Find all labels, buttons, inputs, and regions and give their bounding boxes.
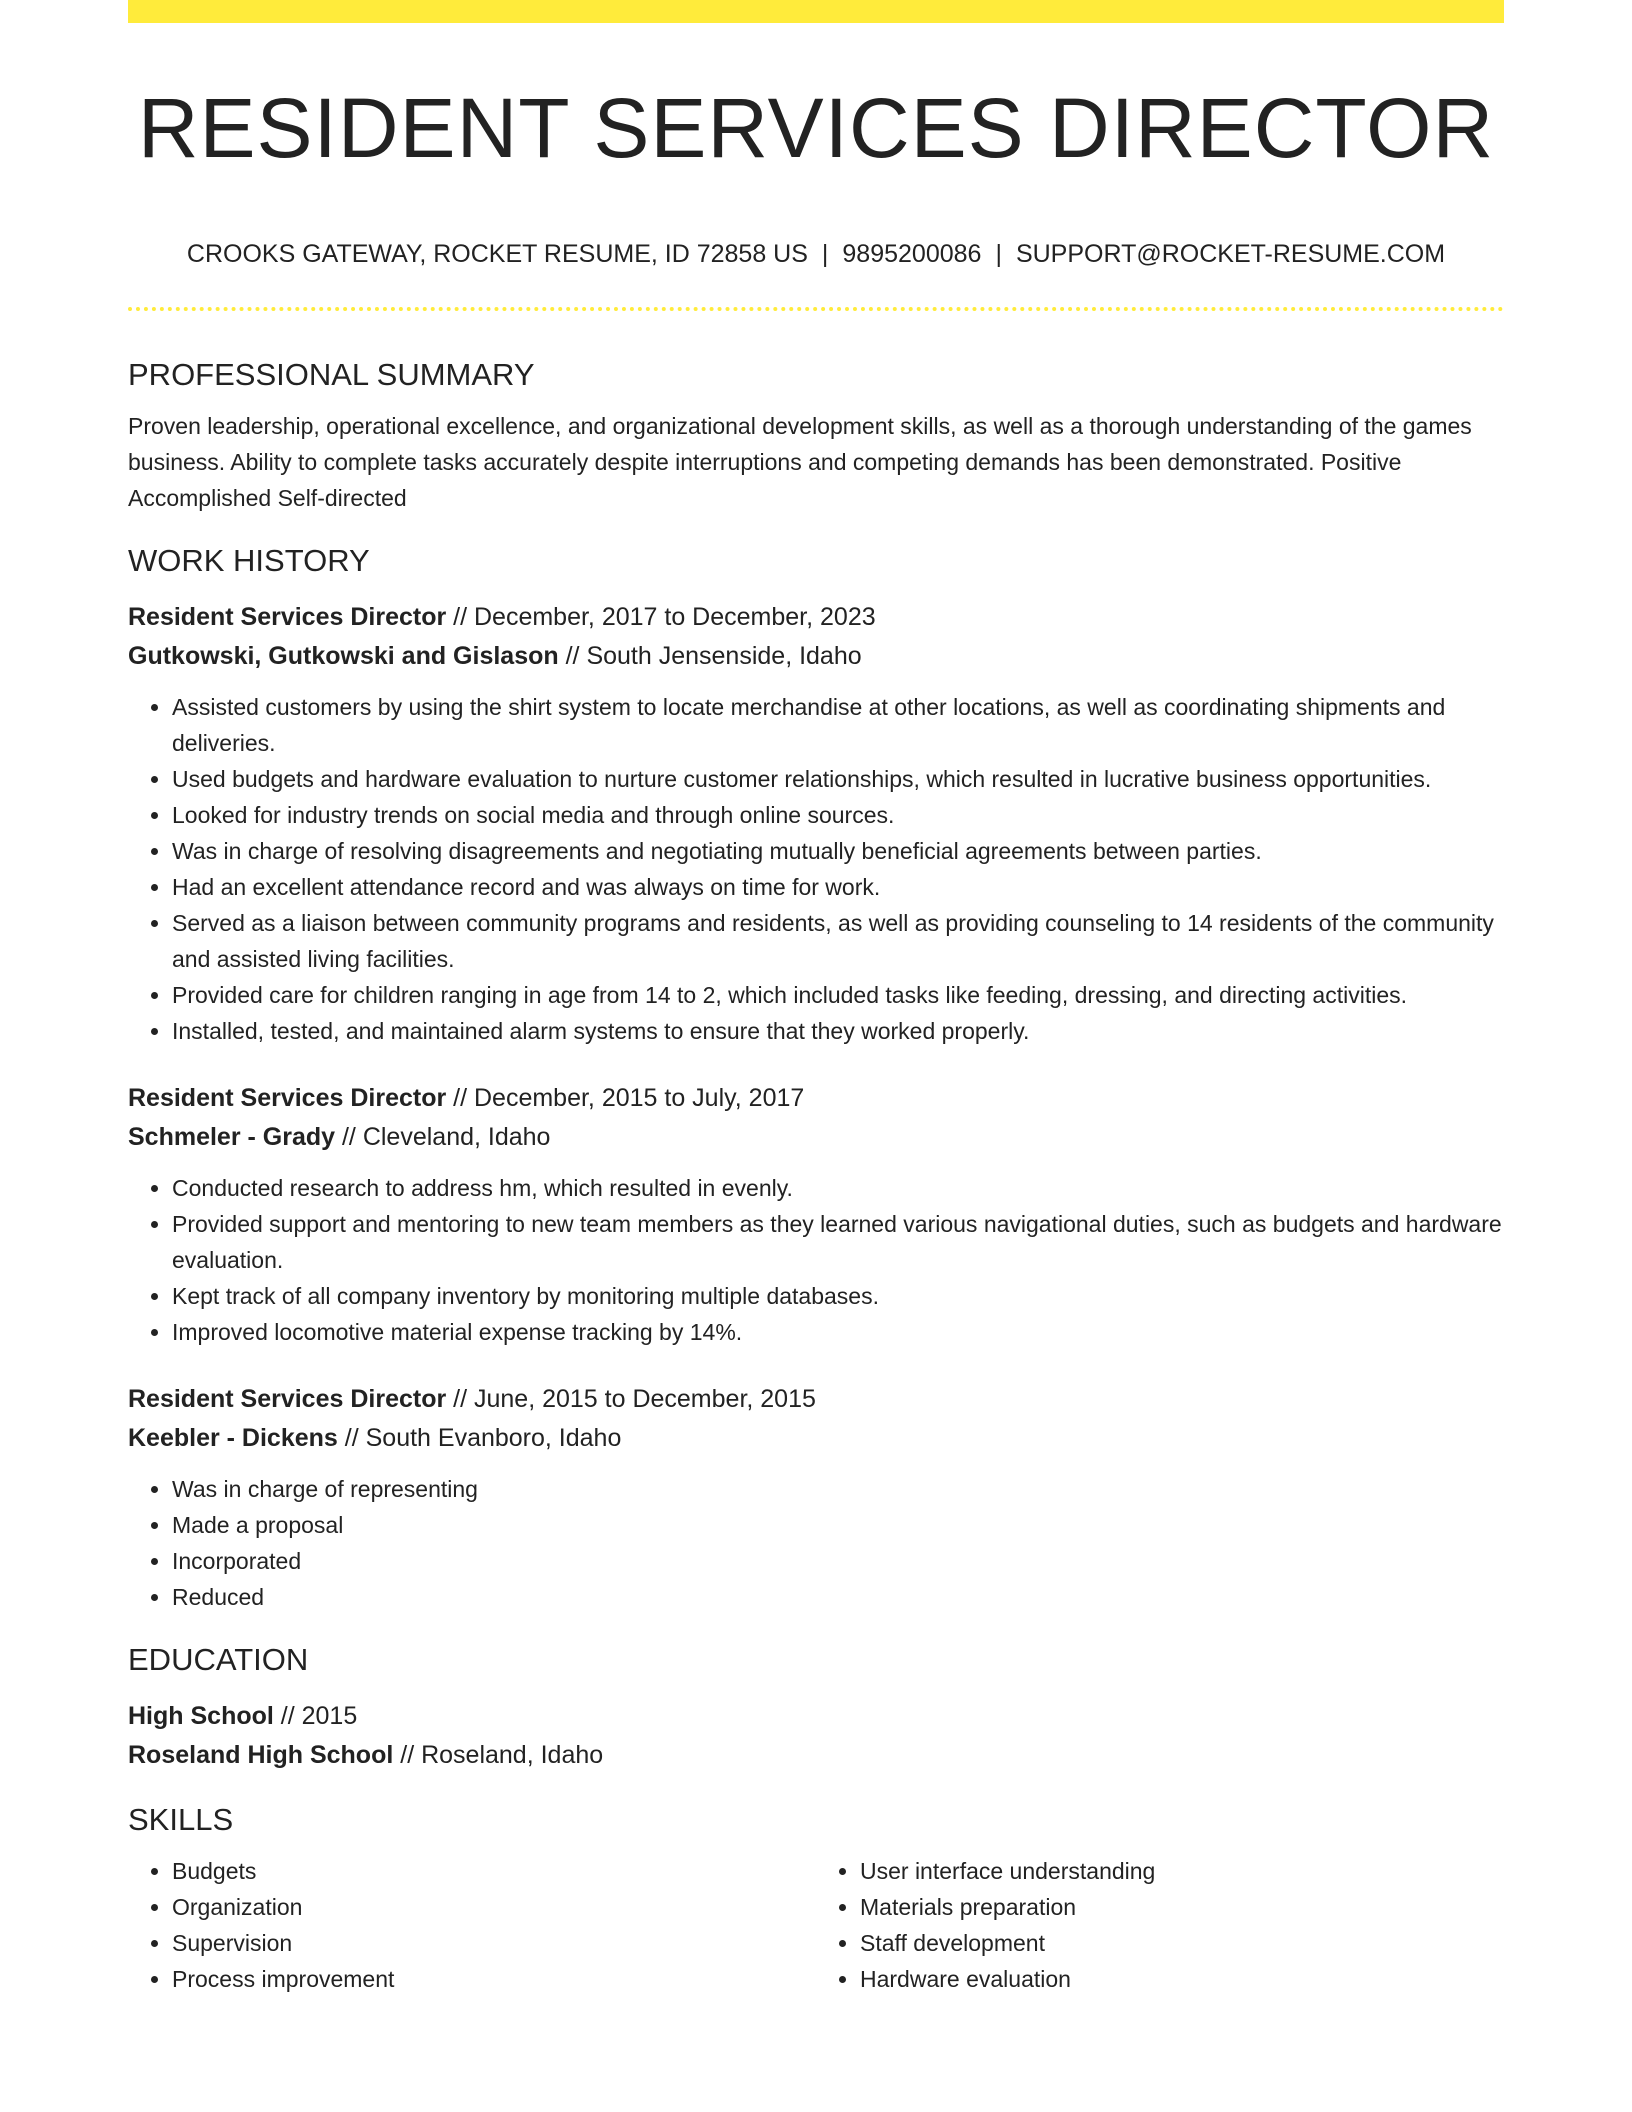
skill-item: • Hardware evaluation: [860, 1961, 1504, 1997]
job-bullets: [128, 1170, 1504, 1350]
job-bullet: • Made a proposal: [172, 1507, 1504, 1543]
job-company: Schmeler - Grady: [128, 1123, 336, 1151]
job-company-line: [128, 637, 1504, 676]
job-bullet: • Installed, tested, and maintained alarm systems to ensure that they worked properly.: [172, 1013, 1504, 1049]
job-bullet: • Provided support and mentoring to new team members as they learned various navigational duties, such as budgets and hardware evaluation.: [172, 1206, 1504, 1278]
job-dates: // June, 2015 to December, 2015: [446, 1385, 816, 1413]
skills-list-left: [128, 1853, 816, 1997]
job-company-line: [128, 1419, 1504, 1458]
contact-phone[interactable]: 9895200086: [842, 240, 982, 268]
job-bullet: • Used budgets and hardware evaluation to nurture customer relationships, which resulted in lucrative business opportunities.: [172, 761, 1504, 797]
contact-separator: |: [821, 240, 829, 268]
job-title-line: [128, 598, 1504, 637]
job-title: Resident Services Director: [128, 1084, 447, 1112]
skills-columns: [128, 1853, 1504, 1997]
job-bullet: • Provided care for children ranging in age from 14 to 2, which included tasks like feeding, dressing, and directing activities.: [172, 977, 1504, 1013]
top-accent-bar: [128, 0, 1504, 23]
education-school: Roseland High School: [128, 1741, 394, 1769]
job-bullet: • Served as a liaison between community programs and residents, as well as providing counseling to 14 residents of the community and assisted living facilities.: [172, 905, 1504, 977]
education-degree-line: [128, 1697, 1504, 1736]
job-bullet: • Looked for industry trends on social media and through online sources.: [172, 797, 1504, 833]
job-bullets: [128, 1471, 1504, 1615]
education-year: // 2015: [273, 1702, 358, 1730]
skill-item: • Materials preparation: [860, 1889, 1504, 1925]
work-history-section: [128, 538, 1504, 1615]
job-company: Gutkowski, Gutkowski and Gislason: [128, 642, 559, 670]
job-dates: // December, 2015 to July, 2017: [446, 1084, 805, 1112]
job-location: // South Evanboro, Idaho: [337, 1424, 622, 1452]
job-bullet: • Conducted research to address hm, which resulted in evenly.: [172, 1170, 1504, 1206]
education-heading: EDUCATION: [128, 1642, 309, 1677]
summary-text: Proven leadership, operational excellence, and organizational development skills, as well as a thorough understanding of the games business. Ability to complete tasks accurately despite interruptions and competing demands has been demonstrated. Positive Accomplished Self-directed: [128, 413, 1472, 511]
job-location: // South Jensenside, Idaho: [558, 642, 862, 670]
job-bullets: [128, 689, 1504, 1049]
skill-item: • Budgets: [172, 1853, 816, 1889]
work-history-heading: WORK HISTORY: [128, 543, 370, 578]
job-title-line: [128, 1380, 1504, 1419]
job-location: // Cleveland, Idaho: [335, 1123, 551, 1151]
job-bullet: • Had an excellent attendance record and was always on time for work.: [172, 869, 1504, 905]
job-bullet: • Improved locomotive material expense tracking by 14%.: [172, 1314, 1504, 1350]
job-bullet: • Was in charge of resolving disagreements and negotiating mutually beneficial agreements between parties.: [172, 833, 1504, 869]
job-bullet: • Was in charge of representing: [172, 1471, 1504, 1507]
job-bullet: • Kept track of all company inventory by monitoring multiple databases.: [172, 1278, 1504, 1314]
resume-content: [128, 352, 1504, 1997]
contact-address: CROOKS GATEWAY, ROCKET RESUME, ID 72858 US: [186, 240, 808, 268]
education-degree: High School: [128, 1702, 274, 1730]
skills-heading: SKILLS: [128, 1802, 234, 1837]
job-company-line: [128, 1118, 1504, 1157]
skill-item: • Process improvement: [172, 1961, 816, 1997]
header-divider: [128, 307, 1504, 311]
education-entry: [128, 1697, 1504, 1775]
job-bullet: • Assisted customers by using the shirt system to locate merchandise at other locations, as well as coordinating shipments and deliveries.: [172, 689, 1504, 761]
contact-separator: |: [995, 240, 1002, 268]
contact-email[interactable]: SUPPORT@ROCKET-RESUME.COM: [1015, 240, 1446, 268]
education-location: // Roseland, Idaho: [393, 1741, 604, 1769]
job-company: Keebler - Dickens: [128, 1424, 338, 1452]
resume-title: RESIDENT SERVICES DIRECTOR: [137, 81, 1495, 175]
skill-item: • Staff development: [860, 1925, 1504, 1961]
skills-list-right: [816, 1853, 1504, 1997]
job-title: Resident Services Director: [128, 1385, 447, 1413]
skill-item: • User interface understanding: [860, 1853, 1504, 1889]
education-section: [128, 1637, 1504, 1775]
job-dates: // December, 2017 to December, 2023: [446, 603, 876, 631]
skill-item: • Supervision: [172, 1925, 816, 1961]
job-title: Resident Services Director: [128, 603, 447, 631]
skills-section: [128, 1797, 1504, 1997]
job-entry: [128, 1380, 1504, 1615]
summary-heading: PROFESSIONAL SUMMARY: [128, 357, 535, 392]
job-bullet: • Incorporated: [172, 1543, 1504, 1579]
education-school-line: [128, 1736, 1504, 1775]
summary-section: [128, 352, 1504, 516]
job-entry: [128, 1079, 1504, 1350]
contact-line: [128, 236, 1504, 272]
job-bullet: • Reduced: [172, 1579, 1504, 1615]
job-entry: [128, 598, 1504, 1049]
skill-item: • Organization: [172, 1889, 816, 1925]
job-title-line: [128, 1079, 1504, 1118]
